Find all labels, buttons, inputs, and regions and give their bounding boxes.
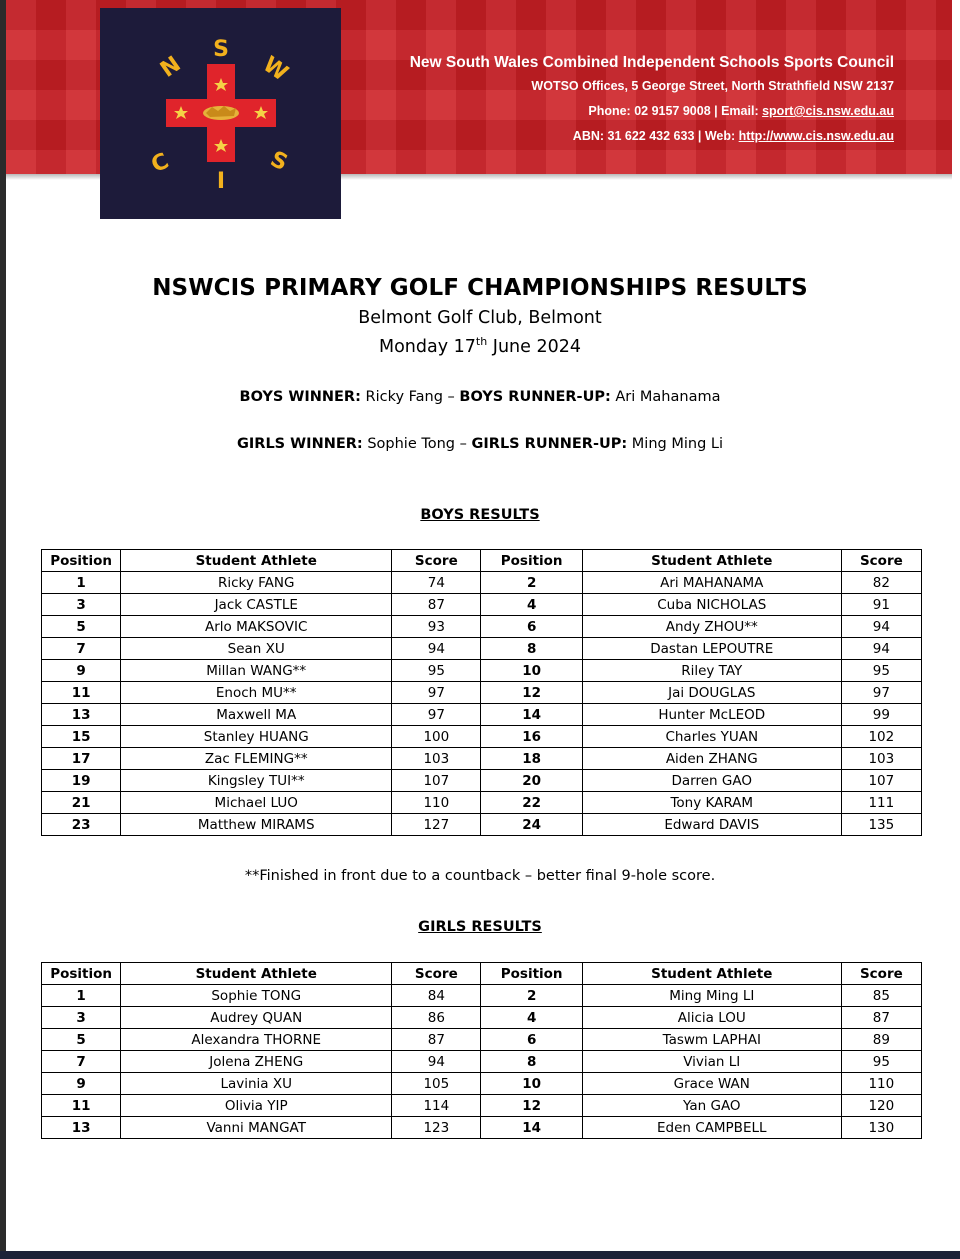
score-cell: 87 <box>392 1029 481 1051</box>
girls-winners-line: GIRLS WINNER: Sophie Tong – GIRLS RUNNER-UP: Ming Ming Li <box>236 436 723 452</box>
table-row <box>42 1007 922 1029</box>
athlete-cell: Ming Ming LI <box>582 985 841 1007</box>
column-header: Position <box>42 550 121 572</box>
table-row <box>42 660 922 682</box>
table-row <box>42 704 922 726</box>
organisation-details <box>410 52 894 149</box>
boys-results-table <box>41 549 922 836</box>
page-edge-left <box>0 0 6 1259</box>
score-cell: 110 <box>392 792 481 814</box>
score-cell: 95 <box>841 660 921 682</box>
table-row <box>42 792 922 814</box>
athlete-cell: Sophie TONG <box>121 985 392 1007</box>
boys-results-heading: BOYS RESULTS <box>420 507 540 523</box>
table-row <box>42 1095 922 1117</box>
position-cell: 5 <box>42 1029 121 1051</box>
score-cell: 107 <box>392 770 481 792</box>
athlete-cell: Cuba NICHOLAS <box>582 594 841 616</box>
athlete-cell: Grace WAN <box>582 1073 841 1095</box>
score-cell: 94 <box>841 638 921 660</box>
logo-letter-s: S <box>213 37 229 62</box>
athlete-cell: Ricky FANG <box>121 572 392 594</box>
athlete-cell: Darren GAO <box>582 770 841 792</box>
score-cell: 102 <box>841 726 921 748</box>
page-edge-bottom <box>0 1251 960 1259</box>
position-cell: 15 <box>42 726 121 748</box>
position-cell: 23 <box>42 814 121 836</box>
column-header: Student Athlete <box>582 963 841 985</box>
logo-cross <box>166 64 276 162</box>
athlete-cell: Audrey QUAN <box>121 1007 392 1029</box>
score-cell: 99 <box>841 704 921 726</box>
position-cell: 22 <box>481 792 582 814</box>
position-cell: 14 <box>481 704 582 726</box>
position-cell: 10 <box>481 1073 582 1095</box>
score-cell: 127 <box>392 814 481 836</box>
position-cell: 3 <box>42 594 121 616</box>
athlete-cell: Dastan LEPOUTRE <box>582 638 841 660</box>
athlete-cell: Enoch MU** <box>121 682 392 704</box>
table-row <box>42 1051 922 1073</box>
score-cell: 123 <box>392 1117 481 1139</box>
table-header-row <box>42 550 922 572</box>
athlete-cell: Riley TAY <box>582 660 841 682</box>
score-cell: 95 <box>392 660 481 682</box>
table-row <box>42 814 922 836</box>
score-cell: 130 <box>841 1117 921 1139</box>
column-header: Score <box>392 550 481 572</box>
position-cell: 13 <box>42 704 121 726</box>
athlete-cell: Lavinia XU <box>121 1073 392 1095</box>
athlete-cell: Kingsley TUI** <box>121 770 392 792</box>
website-link[interactable]: http://www.cis.nsw.edu.au <box>738 129 894 143</box>
position-cell: 20 <box>481 770 582 792</box>
column-header: Student Athlete <box>121 550 392 572</box>
athlete-cell: Jai DOUGLAS <box>582 682 841 704</box>
position-cell: 8 <box>481 638 582 660</box>
organisation-abn-web <box>410 124 894 149</box>
column-header: Position <box>481 550 582 572</box>
column-header: Position <box>42 963 121 985</box>
column-header: Position <box>481 963 582 985</box>
position-cell: 7 <box>42 638 121 660</box>
athlete-cell: Ari MAHANAMA <box>582 572 841 594</box>
countback-note: **Finished in front due to a countback – better final 9-hole score. <box>244 868 716 884</box>
venue: Belmont Golf Club, Belmont <box>358 308 602 328</box>
organisation-name: New South Wales Combined Independent Schools Sports Council <box>409 54 894 71</box>
score-cell: 94 <box>392 1051 481 1073</box>
phone-text: Phone: 02 9157 9008 | Email: <box>588 104 763 118</box>
athlete-cell: Arlo MAKSOVIC <box>121 616 392 638</box>
logo-letter-w: W <box>258 52 293 87</box>
score-cell: 95 <box>841 1051 921 1073</box>
column-header: Score <box>841 963 921 985</box>
position-cell: 16 <box>481 726 582 748</box>
score-cell: 105 <box>392 1073 481 1095</box>
athlete-cell: Andy ZHOU** <box>582 616 841 638</box>
score-cell: 97 <box>392 682 481 704</box>
position-cell: 19 <box>42 770 121 792</box>
athlete-cell: Aiden ZHANG <box>582 748 841 770</box>
score-cell: 103 <box>841 748 921 770</box>
athlete-cell: Charles YUAN <box>582 726 841 748</box>
athlete-cell: Tony KARAM <box>582 792 841 814</box>
score-cell: 135 <box>841 814 921 836</box>
athlete-cell: Zac FLEMING** <box>121 748 392 770</box>
position-cell: 4 <box>481 594 582 616</box>
logo-letter-c: C <box>147 148 173 179</box>
score-cell: 110 <box>841 1073 921 1095</box>
position-cell: 10 <box>481 660 582 682</box>
position-cell: 3 <box>42 1007 121 1029</box>
position-cell: 18 <box>481 748 582 770</box>
position-cell: 9 <box>42 660 121 682</box>
position-cell: 12 <box>481 682 582 704</box>
position-cell: 7 <box>42 1051 121 1073</box>
abn-text: ABN: 31 622 432 633 | Web: <box>572 129 739 143</box>
table-row <box>42 770 922 792</box>
score-cell: 89 <box>841 1029 921 1051</box>
column-header: Score <box>392 963 481 985</box>
column-header: Score <box>841 550 921 572</box>
score-cell: 120 <box>841 1095 921 1117</box>
athlete-cell: Eden CAMPBELL <box>582 1117 841 1139</box>
score-cell: 100 <box>392 726 481 748</box>
document-title: NSWCIS PRIMARY GOLF CHAMPIONSHIPS RESULTS <box>152 275 808 301</box>
score-cell: 94 <box>841 616 921 638</box>
table-row <box>42 748 922 770</box>
position-cell: 5 <box>42 616 121 638</box>
score-cell: 114 <box>392 1095 481 1117</box>
nswcis-logo <box>100 8 341 219</box>
position-cell: 9 <box>42 1073 121 1095</box>
table-row <box>42 682 922 704</box>
athlete-cell: Vivian LI <box>582 1051 841 1073</box>
girls-results-heading: GIRLS RESULTS <box>418 919 542 935</box>
position-cell: 12 <box>481 1095 582 1117</box>
email-link[interactable]: sport@cis.nsw.edu.au <box>762 104 894 118</box>
table-row <box>42 638 922 660</box>
table-row <box>42 616 922 638</box>
table-row <box>42 1117 922 1139</box>
score-cell: 103 <box>392 748 481 770</box>
position-cell: 11 <box>42 1095 121 1117</box>
score-cell: 93 <box>392 616 481 638</box>
logo-letter-n: N <box>156 51 186 83</box>
position-cell: 4 <box>481 1007 582 1029</box>
position-cell: 17 <box>42 748 121 770</box>
score-cell: 91 <box>841 594 921 616</box>
athlete-cell: Millan WANG** <box>121 660 392 682</box>
table-row <box>42 1073 922 1095</box>
athlete-cell: Maxwell MA <box>121 704 392 726</box>
column-header: Student Athlete <box>582 550 841 572</box>
table-row <box>42 572 922 594</box>
score-cell: 87 <box>841 1007 921 1029</box>
athlete-cell: Jack CASTLE <box>121 594 392 616</box>
position-cell: 21 <box>42 792 121 814</box>
table-row <box>42 985 922 1007</box>
position-cell: 6 <box>481 1029 582 1051</box>
score-cell: 97 <box>392 704 481 726</box>
score-cell: 97 <box>841 682 921 704</box>
organisation-address: WOTSO Offices, 5 George Street, North Strathfield NSW 2137 <box>531 79 894 93</box>
position-cell: 24 <box>481 814 582 836</box>
athlete-cell: Matthew MIRAMS <box>121 814 392 836</box>
score-cell: 84 <box>392 985 481 1007</box>
table-row <box>42 1029 922 1051</box>
score-cell: 87 <box>392 594 481 616</box>
athlete-cell: Taswm LAPHAI <box>582 1029 841 1051</box>
athlete-cell: Jolena ZHENG <box>121 1051 392 1073</box>
score-cell: 74 <box>392 572 481 594</box>
athlete-cell: Sean XU <box>121 638 392 660</box>
athlete-cell: Alexandra THORNE <box>121 1029 392 1051</box>
girls-results-table <box>41 962 922 1139</box>
position-cell: 8 <box>481 1051 582 1073</box>
position-cell: 2 <box>481 985 582 1007</box>
logo-letter-s2: S <box>266 146 292 177</box>
organisation-contact <box>410 99 894 124</box>
score-cell: 82 <box>841 572 921 594</box>
athlete-cell: Yan GAO <box>582 1095 841 1117</box>
score-cell: 85 <box>841 985 921 1007</box>
position-cell: 13 <box>42 1117 121 1139</box>
athlete-cell: Edward DAVIS <box>582 814 841 836</box>
table-row <box>42 594 922 616</box>
position-cell: 2 <box>481 572 582 594</box>
position-cell: 1 <box>42 572 121 594</box>
athlete-cell: Vanni MANGAT <box>121 1117 392 1139</box>
boys-winners-line: BOYS WINNER: Ricky Fang – BOYS RUNNER-UP: Ari Mahanama <box>239 389 721 405</box>
athlete-cell: Stanley HUANG <box>121 726 392 748</box>
position-cell: 6 <box>481 616 582 638</box>
position-cell: 1 <box>42 985 121 1007</box>
athlete-cell: Hunter McLEOD <box>582 704 841 726</box>
athlete-cell: Alicia LOU <box>582 1007 841 1029</box>
score-cell: 111 <box>841 792 921 814</box>
column-header: Student Athlete <box>121 963 392 985</box>
athlete-cell: Michael LUO <box>121 792 392 814</box>
position-cell: 14 <box>481 1117 582 1139</box>
table-header-row <box>42 963 922 985</box>
logo-letter-i: I <box>216 169 226 194</box>
score-cell: 107 <box>841 770 921 792</box>
score-cell: 86 <box>392 1007 481 1029</box>
event-date: Monday 17th June 2024 <box>379 335 581 357</box>
position-cell: 11 <box>42 682 121 704</box>
athlete-cell: Olivia YIP <box>121 1095 392 1117</box>
table-row <box>42 726 922 748</box>
score-cell: 94 <box>392 638 481 660</box>
